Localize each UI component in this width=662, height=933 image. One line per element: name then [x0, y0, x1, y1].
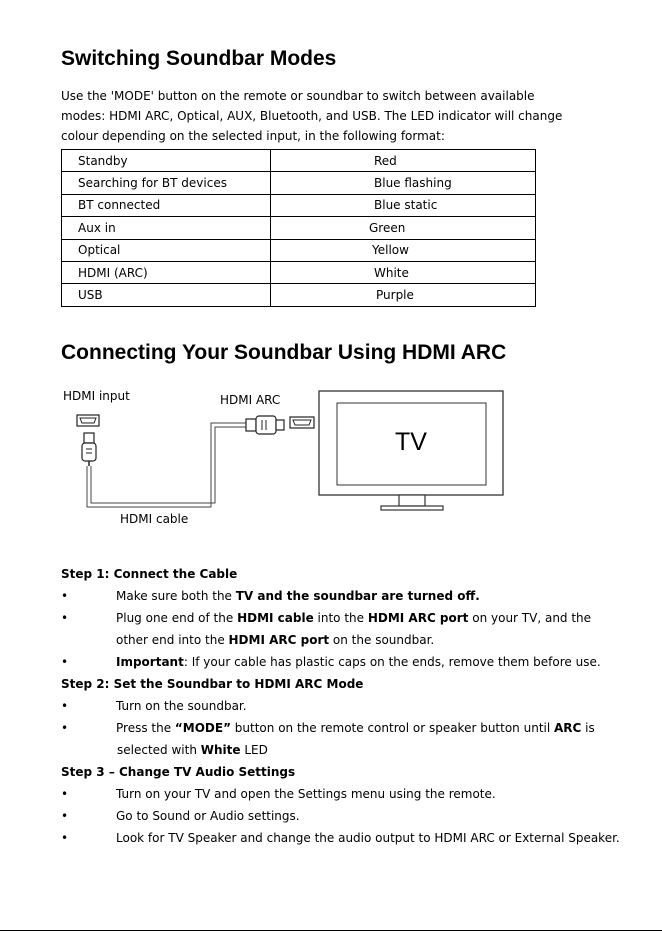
list-item [61, 651, 631, 673]
text: other end into the [116, 633, 229, 647]
bullet: • [61, 831, 69, 845]
bullet: • [61, 787, 69, 801]
led-cell: Purple [271, 284, 536, 306]
text: LED [240, 743, 268, 757]
text-bold: “MODE” [174, 721, 231, 735]
text: Turn on your TV and open the Settings menu using the remote. [116, 787, 496, 801]
text-bold: ARC [554, 721, 582, 735]
bullet: • [61, 699, 69, 713]
text: is [581, 721, 595, 735]
section-title-switching-modes: Switching Soundbar Modes [61, 47, 337, 70]
tv-hdmi-arc-port-icon [290, 417, 314, 428]
list-item [61, 827, 631, 849]
text: on your TV, and the [468, 611, 592, 625]
text: button on the remote control or speaker button until [230, 721, 554, 735]
hdmi-arc-label: HDMI ARC [220, 393, 281, 407]
page-bottom-rule [0, 930, 662, 931]
text-bold: HDMI ARC port [228, 633, 330, 647]
text-bold: Important [116, 655, 184, 669]
mode-cell: Searching for BT devices [62, 172, 271, 194]
led-cell: Green [271, 217, 536, 239]
tv-label: TV [395, 428, 427, 456]
hdmi-cable-line [87, 423, 246, 507]
bullet: • [61, 655, 69, 669]
mode-cell: BT connected [62, 194, 271, 216]
list-item [61, 717, 631, 761]
led-cell: Red [271, 150, 536, 172]
bullet: • [61, 589, 69, 603]
hdmi-plug-icon [82, 433, 96, 466]
mode-cell: Aux in [62, 217, 271, 239]
text-bold: TV and the soundbar are turned off. [235, 589, 480, 603]
text: Plug one end of the [116, 611, 238, 625]
list-item [61, 695, 631, 717]
step3-heading: Step 3 – Change TV Audio Settings [61, 765, 296, 779]
mode-cell: HDMI (ARC) [62, 261, 271, 283]
text: Make sure both the [116, 589, 236, 603]
led-cell: Blue flashing [271, 172, 536, 194]
led-cell: Blue static [271, 194, 536, 216]
section-title-hdmi-arc: Connecting Your Soundbar Using HDMI ARC [61, 341, 507, 364]
text: Turn on the soundbar. [116, 699, 247, 713]
hdmi-arc-plug-icon [246, 416, 284, 434]
text: Press the [116, 721, 175, 735]
text: into the [313, 611, 368, 625]
step2-heading: Step 2: Set the Soundbar to HDMI ARC Mode [61, 677, 364, 691]
mode-cell: USB [62, 284, 271, 306]
text: : If your cable has plastic caps on the ends, remove them before use. [183, 655, 601, 669]
text: on the soundbar. [329, 633, 435, 647]
text: Look for TV Speaker and change the audio output to HDMI ARC or External Speaker. [116, 831, 620, 845]
text-bold: White [200, 743, 241, 757]
hdmi-input-label: HDMI input [63, 389, 130, 403]
mode-cell: Optical [62, 239, 271, 261]
intro-paragraph: Use the 'MODE' button on the remote or soundbar to switch between available modes: HDMI ARC, Optical, AUX, Bluetooth, and USB. The LED indicator will change colour depending on the selected input, in the following format: [61, 89, 563, 143]
led-cell: White [271, 261, 536, 283]
text: Go to Sound or Audio settings. [116, 809, 300, 823]
text-bold: HDMI cable [237, 611, 314, 625]
text: selected with [117, 743, 201, 757]
steps-list [61, 563, 631, 849]
list-item [61, 607, 631, 651]
bullet: • [61, 809, 69, 823]
mode-cell: Standby [62, 150, 271, 172]
hdmi-cable-label: HDMI cable [120, 512, 189, 526]
list-item [61, 783, 631, 805]
list-item [61, 805, 631, 827]
text-bold: HDMI ARC port [367, 611, 469, 625]
hdmi-input-port-icon [77, 415, 99, 426]
list-item [61, 585, 631, 607]
bullet: • [61, 611, 69, 625]
bullet: • [61, 721, 69, 735]
led-cell: Yellow [271, 239, 536, 261]
step1-heading: Step 1: Connect the Cable [61, 567, 238, 581]
